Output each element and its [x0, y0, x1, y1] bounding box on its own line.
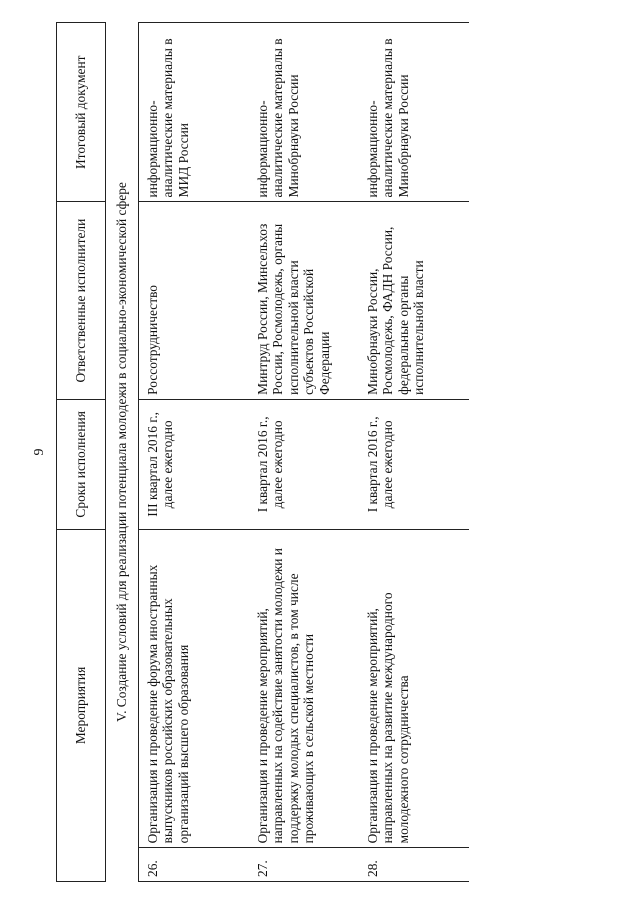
table-row: [249, 23, 359, 882]
row-event: Организация и проведение мероприятий, направленных на развитие международного молодежного сотрудничества: [359, 529, 469, 847]
table-row: [359, 23, 469, 882]
section-title: V. Создание условий для реализации потенциала молодежи в социально-экономической сфере: [106, 23, 139, 882]
row-number: 27.: [249, 848, 359, 882]
page-number: 9: [32, 448, 47, 456]
row-event: Организация и проведение форума иностранных выпускников российских образовательных организаций высшего образования: [138, 529, 249, 847]
row-event: Организация и проведение мероприятий, направленных на содействие занятости молодежи и поддержку молодых специалистов, в том числе проживающих в сельской местности: [249, 529, 359, 847]
header-deadlines: Сроки исполнения: [57, 399, 106, 529]
row-document: информационно-аналитические материалы в Минобрнауки России: [359, 23, 469, 202]
table-header: [57, 23, 106, 882]
row-document: информационно-аналитические материалы в МИД России: [138, 23, 249, 202]
row-number: 26.: [138, 848, 249, 882]
table-row: [138, 23, 249, 882]
row-responsible: Россотрудничество: [138, 202, 249, 399]
row-number: 28.: [359, 848, 469, 882]
events-table: [56, 22, 469, 882]
row-deadline: I квартал 2016 г., далее ежегодно: [249, 399, 359, 529]
rotated-page: [30, 22, 610, 882]
row-responsible: Минтруд России, Минсельхоз России, Росмолодежь, органы исполнительной власти субъектов Российской Федерации: [249, 202, 359, 399]
header-document: Итоговый документ: [57, 23, 106, 202]
header-responsible: Ответственные исполнители: [57, 202, 106, 399]
file-name: [0, 858, 1, 904]
header-events: Мероприятия: [57, 529, 106, 881]
row-document: информационно-аналитические материалы в Минобрнауки России: [249, 23, 359, 202]
row-responsible: Минобрнауки России, Росмолодежь, ФАДН России, федеральные органы исполнительной власти: [359, 202, 469, 399]
row-deadline: I квартал 2016 г., далее ежегодно: [359, 399, 469, 529]
row-deadline: III квартал 2016 г., далее ежегодно: [138, 399, 249, 529]
